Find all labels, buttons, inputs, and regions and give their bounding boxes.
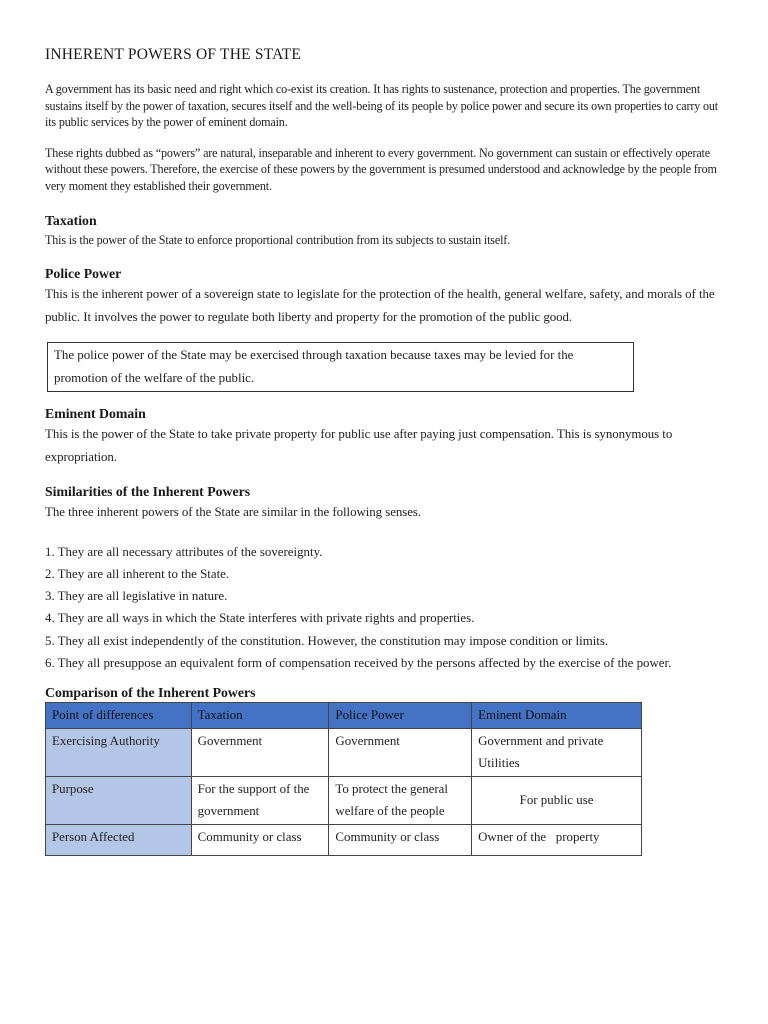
table-row-header: Person Affected	[46, 825, 192, 856]
similarities-heading: Similarities of the Inherent Powers	[45, 484, 251, 499]
table-cell: For the support of the government	[191, 777, 329, 825]
list-item: 3. They are all legislative in nature.	[45, 589, 228, 604]
taxation-heading: Taxation	[45, 213, 97, 228]
table-header-cell: Point of differences	[46, 703, 192, 729]
table-cell: Government	[191, 729, 329, 777]
table-cell: Community or class	[329, 825, 472, 856]
table-cell: For public use	[472, 777, 642, 825]
table-cell: Government	[329, 729, 472, 777]
table-row	[46, 729, 642, 777]
similarities-intro: The three inherent powers of the State are similar in the following senses.	[45, 505, 422, 519]
list-item: 1. They are all necessary attributes of the sovereignty.	[45, 544, 323, 559]
police-power-section	[45, 265, 723, 392]
table-cell: Community or class	[191, 825, 329, 856]
list-item: 6. They all presuppose an equivalent form of compensation received by the persons affected by the exercise of the power.	[45, 655, 672, 670]
table-header-row	[46, 703, 642, 729]
police-power-text: This is the inherent power of a sovereign state to legislate for the protection of the health, general welfare, safety, and morals of the public. It involves the power to regulate both liberty and property for the promotion of the public good.	[45, 287, 715, 324]
table-row-header: Exercising Authority	[46, 729, 192, 777]
intro-paragraph-2: These rights dubbed as “powers” are natural, inseparable and inherent to every government. No government can sustain or effectively operate without these powers. Therefore, the exercise of these powers by the government is presumed understood and acknowledge by the people from very moment they established their government.	[45, 145, 717, 193]
eminent-domain-heading: Eminent Domain	[45, 406, 146, 421]
document-title: INHERENT POWERS OF THE STATE	[45, 46, 302, 63]
taxation-text: This is the power of the State to enforce proportional contribution from its subjects to sustain itself.	[45, 233, 511, 247]
list-item: 5. They all exist independently of the constitution. However, the constitution may impose condition or limits.	[45, 633, 609, 648]
police-power-note-box: The police power of the State may be exercised through taxation because taxes may be levied for the promotion of the welfare of the public.	[47, 342, 634, 392]
comparison-table	[45, 702, 642, 856]
table-row	[46, 825, 642, 856]
police-power-heading: Police Power	[45, 266, 122, 281]
similarities-section	[45, 483, 723, 674]
table-cell: To protect the general welfare of the people	[329, 777, 472, 825]
list-item: 2. They are all inherent to the State.	[45, 566, 230, 581]
table-header-cell: Taxation	[191, 703, 329, 729]
eminent-domain-text: This is the power of the State to take private property for public use after paying just compensation. This is synonymous to expropriation.	[45, 427, 673, 464]
comparison-heading: Comparison of the Inherent Powers	[45, 685, 256, 701]
table-row-header: Purpose	[46, 777, 192, 825]
eminent-domain-section	[45, 405, 723, 468]
document-page	[45, 46, 723, 856]
intro-paragraph-1: A government has its basic need and right which co-exist its creation. It has rights to sustenance, protection and properties. The government sustains itself by the power of taxation, secures itself and the well-being of its people by police power and secure its own properties to carry out its public services by the power of eminent domain.	[45, 82, 718, 129]
intro-section	[45, 81, 723, 194]
taxation-section	[45, 212, 723, 248]
comparison-section	[45, 684, 723, 856]
table-header-cell: Eminent Domain	[472, 703, 642, 729]
table-cell: Government and private Utilities	[472, 729, 642, 777]
table-row	[46, 777, 642, 825]
table-header-cell: Police Power	[329, 703, 472, 729]
table-cell: Owner of the property	[472, 825, 642, 856]
list-item: 4. They are all ways in which the State interferes with private rights and properties.	[45, 611, 475, 626]
similarities-list	[45, 541, 723, 675]
